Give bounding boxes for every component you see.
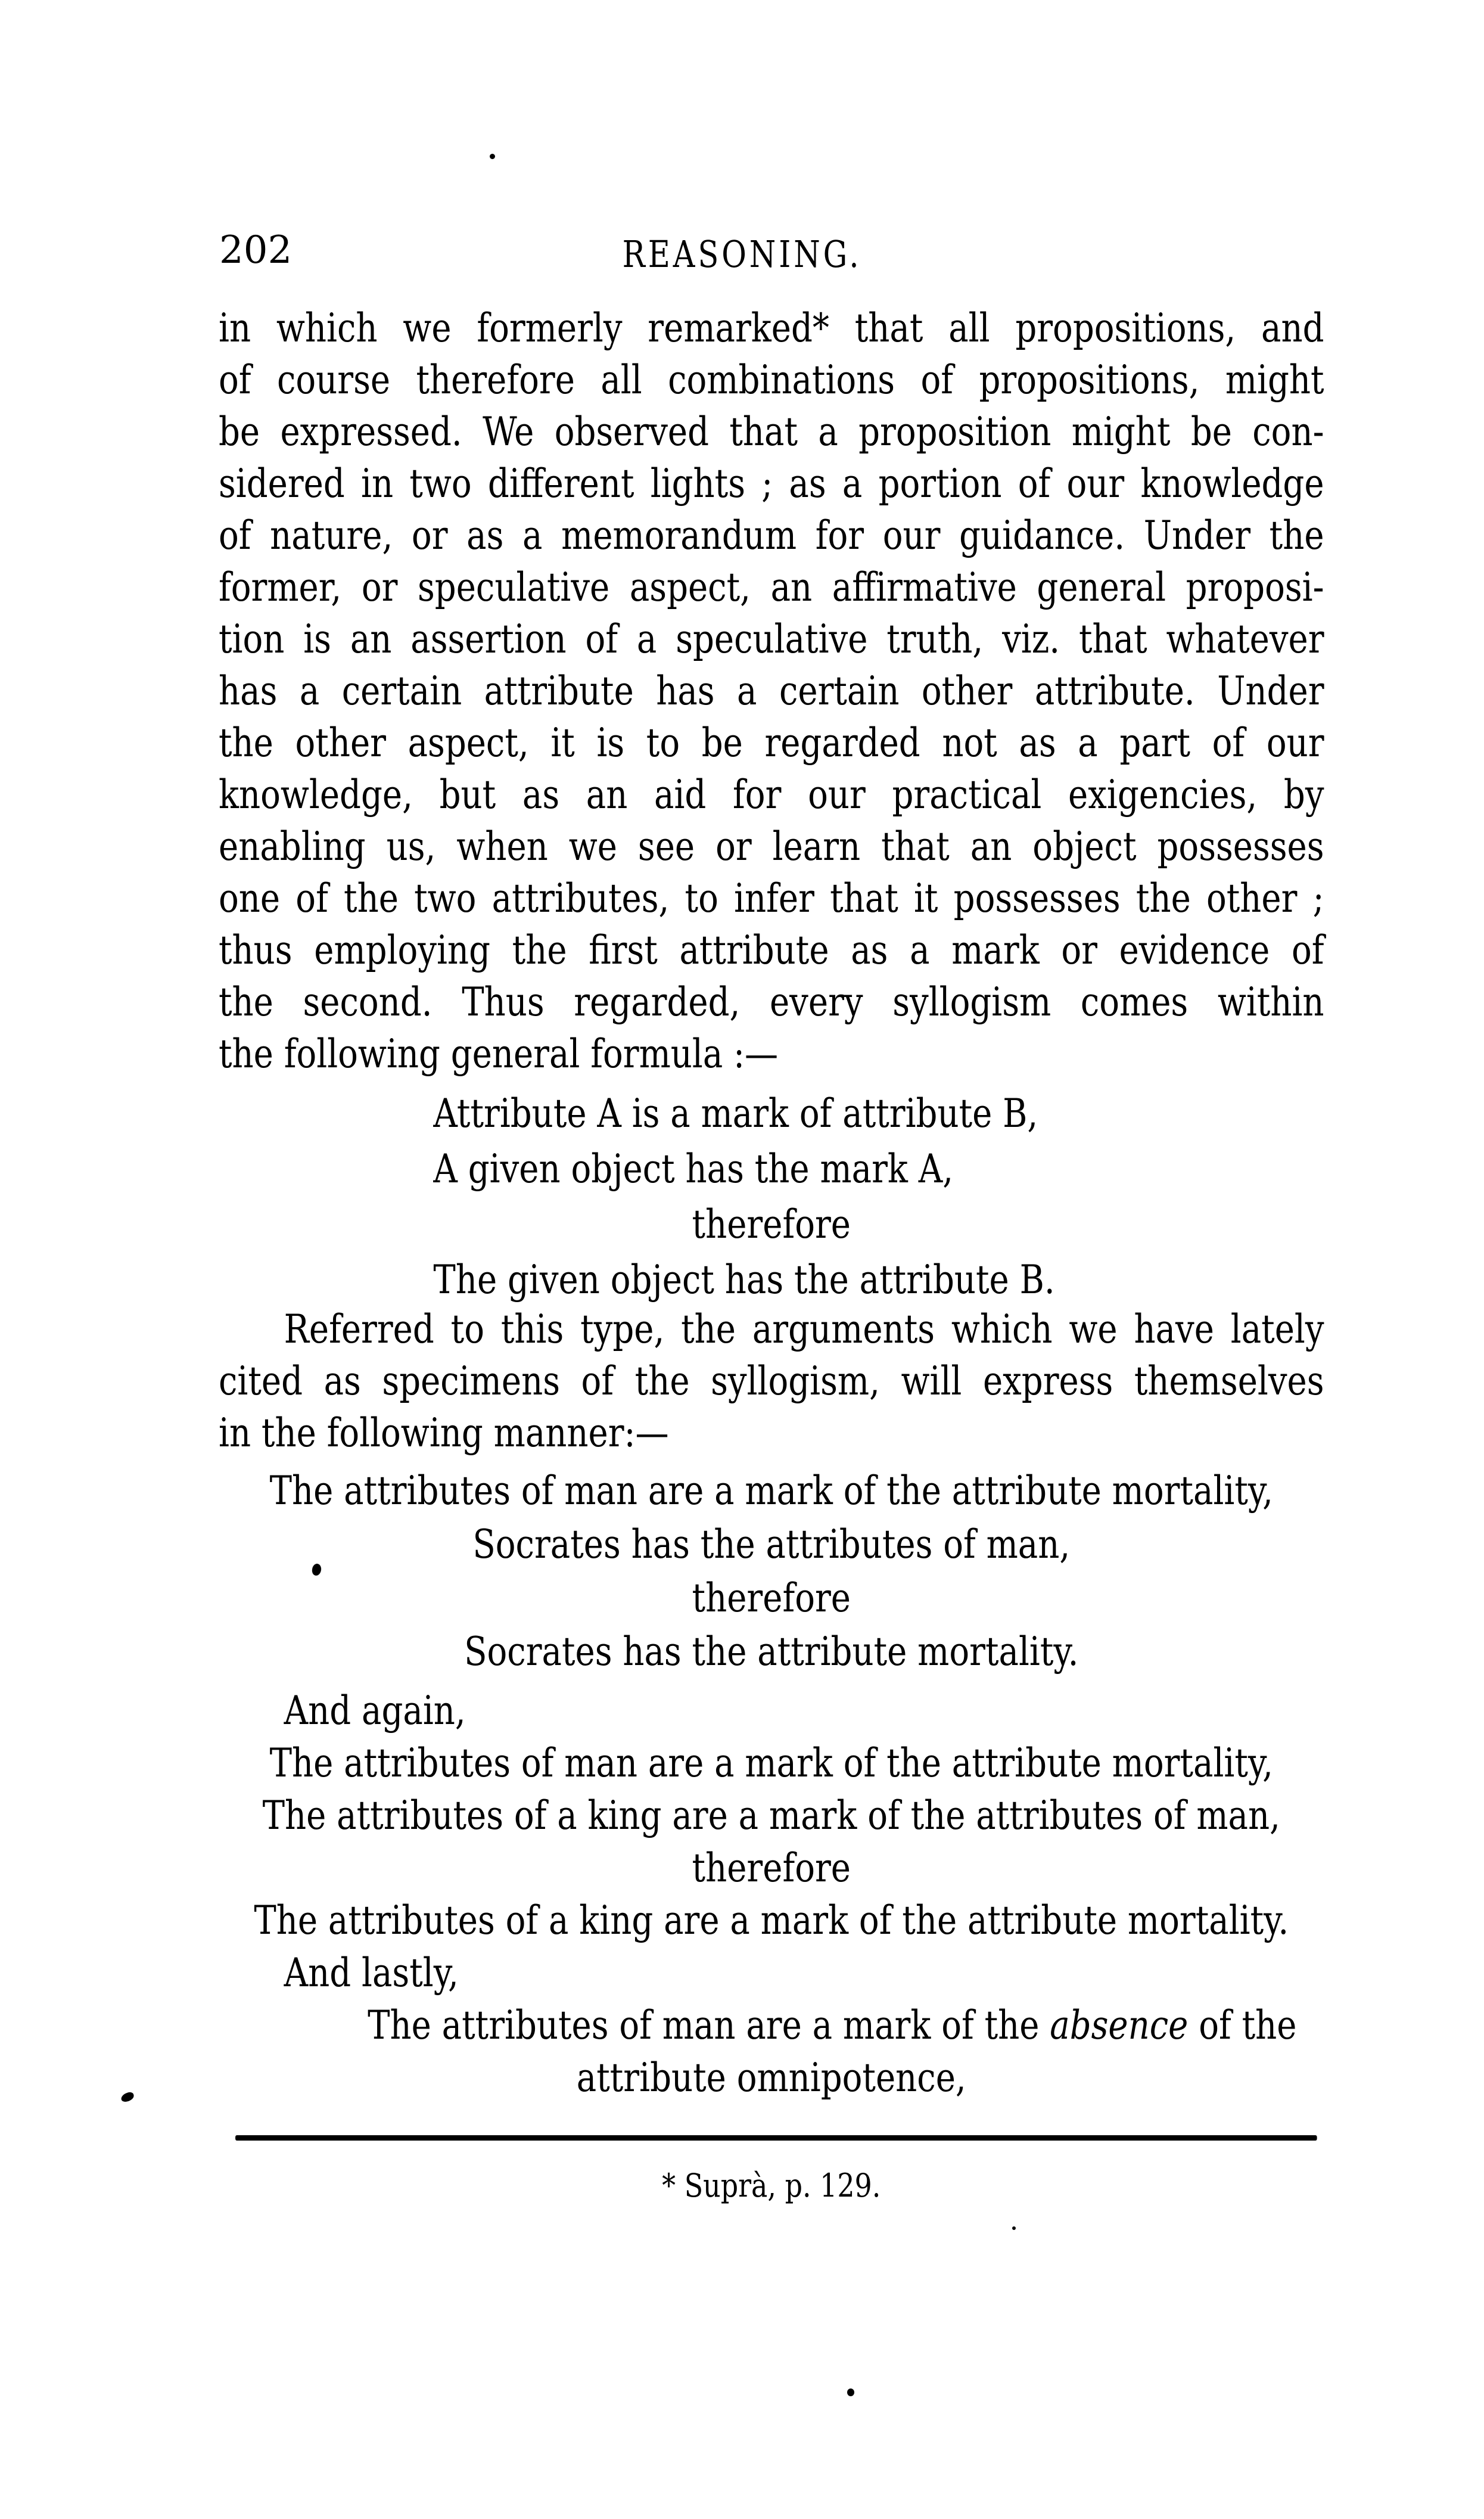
text-line: thus employing the first attribute as a mark or evidence of — [219, 927, 1324, 973]
text-line: sidered in two different lights ; as a portion of our knowledge — [219, 461, 1324, 507]
text-line: knowledge, but as an aid for our practical exigencies, by — [219, 772, 1324, 818]
text-line: Referred to this type, the arguments which we have lately — [284, 1306, 1324, 1352]
paragraph-intro — [219, 302, 1324, 1080]
formula-premise-1: Attribute A is a mark of attribute B, — [433, 1091, 1038, 1136]
premise-text: of the — [1188, 2002, 1297, 2048]
premise-italic-word: absence — [1050, 2002, 1189, 2048]
syllogism-conclusion: The attributes of a king are a mark of the attribute mortality. — [254, 1897, 1289, 1943]
syllogism-connective: therefore — [692, 1845, 851, 1891]
text-line: has a certain attribute has a certain other attribute. Under — [219, 668, 1324, 714]
text-column — [219, 0, 1324, 2519]
syllogism-premise-2: Socrates has the attributes of man, — [472, 1521, 1071, 1567]
page-number: 202 — [219, 228, 293, 272]
footnote: * Suprà, p. 129. — [662, 2167, 881, 2204]
text-line: former, or speculative aspect, an affirmative general proposi- — [219, 564, 1324, 610]
syllogism-premise-2: The attributes of a king are a mark of the attributes of man, — [262, 1793, 1280, 1838]
syllogism-conclusion: Socrates has the attribute mortality. — [464, 1629, 1079, 1675]
text-line: tion is an assertion of a speculative truth, viz. that whatever — [219, 616, 1324, 662]
text-line: be expressed. We observed that a proposition might be con- — [219, 409, 1324, 455]
syllogism-intro: And again, — [284, 1688, 466, 1734]
text-line: cited as specimens of the syllogism, will express themselves — [219, 1358, 1324, 1404]
text-line: enabling us, when we see or learn that an object possesses — [219, 824, 1324, 869]
formula-connective: therefore — [692, 1201, 851, 1247]
paragraph-lines — [219, 1303, 1324, 1407]
syllogism-premise-absence — [279, 1999, 1385, 2052]
ink-speck-left-margin — [120, 2091, 135, 2103]
formula-premise-2: A given object has the mark A, — [433, 1146, 954, 1192]
text-line: of nature, or as a memorandum for our guidance. Under the — [219, 513, 1324, 558]
general-formula-block — [219, 1086, 1324, 1307]
syllogism-socrates-block — [219, 1464, 1324, 1679]
syllogism-premise-1: The attributes of man are a mark of the attribute mortality, — [269, 1468, 1273, 1514]
text-line: in which we formerly remarked* that all propositions, and — [219, 305, 1324, 351]
premise-text: The attributes of man are a mark of the — [368, 2002, 1050, 2048]
text-line: the second. Thus regarded, every syllogism comes within — [219, 979, 1324, 1025]
ink-speck-bottom — [847, 2388, 854, 2396]
formula-conclusion: The given object has the attribute B. — [433, 1257, 1055, 1303]
text-line: the other aspect, it is to be regarded not as a part of our — [219, 720, 1324, 766]
ink-speck-footnote — [1012, 2226, 1016, 2230]
text-line: of course therefore all combinations of propositions, might — [219, 357, 1324, 403]
syllogism-premise-1: The attributes of man are a mark of the attribute mortality, — [269, 1740, 1273, 1786]
running-head: REASONING. — [622, 232, 862, 276]
syllogism-connective: therefore — [692, 1575, 851, 1621]
paragraph-lines — [219, 302, 1324, 1028]
text-line: in the following manner:— — [219, 1410, 669, 1456]
paragraph-referred — [219, 1303, 1324, 1459]
footnote-rule — [235, 2135, 1317, 2141]
text-line: the following general formula :— — [219, 1031, 779, 1077]
syllogism-premise-continuation: attribute omnipotence, — [576, 2055, 966, 2101]
text-line: one of the two attributes, to infer that it possesses the other ; — [219, 875, 1324, 921]
syllogism-intro-lastly: And lastly, — [284, 1950, 459, 1996]
syllogism-king-block — [219, 1685, 1324, 2104]
